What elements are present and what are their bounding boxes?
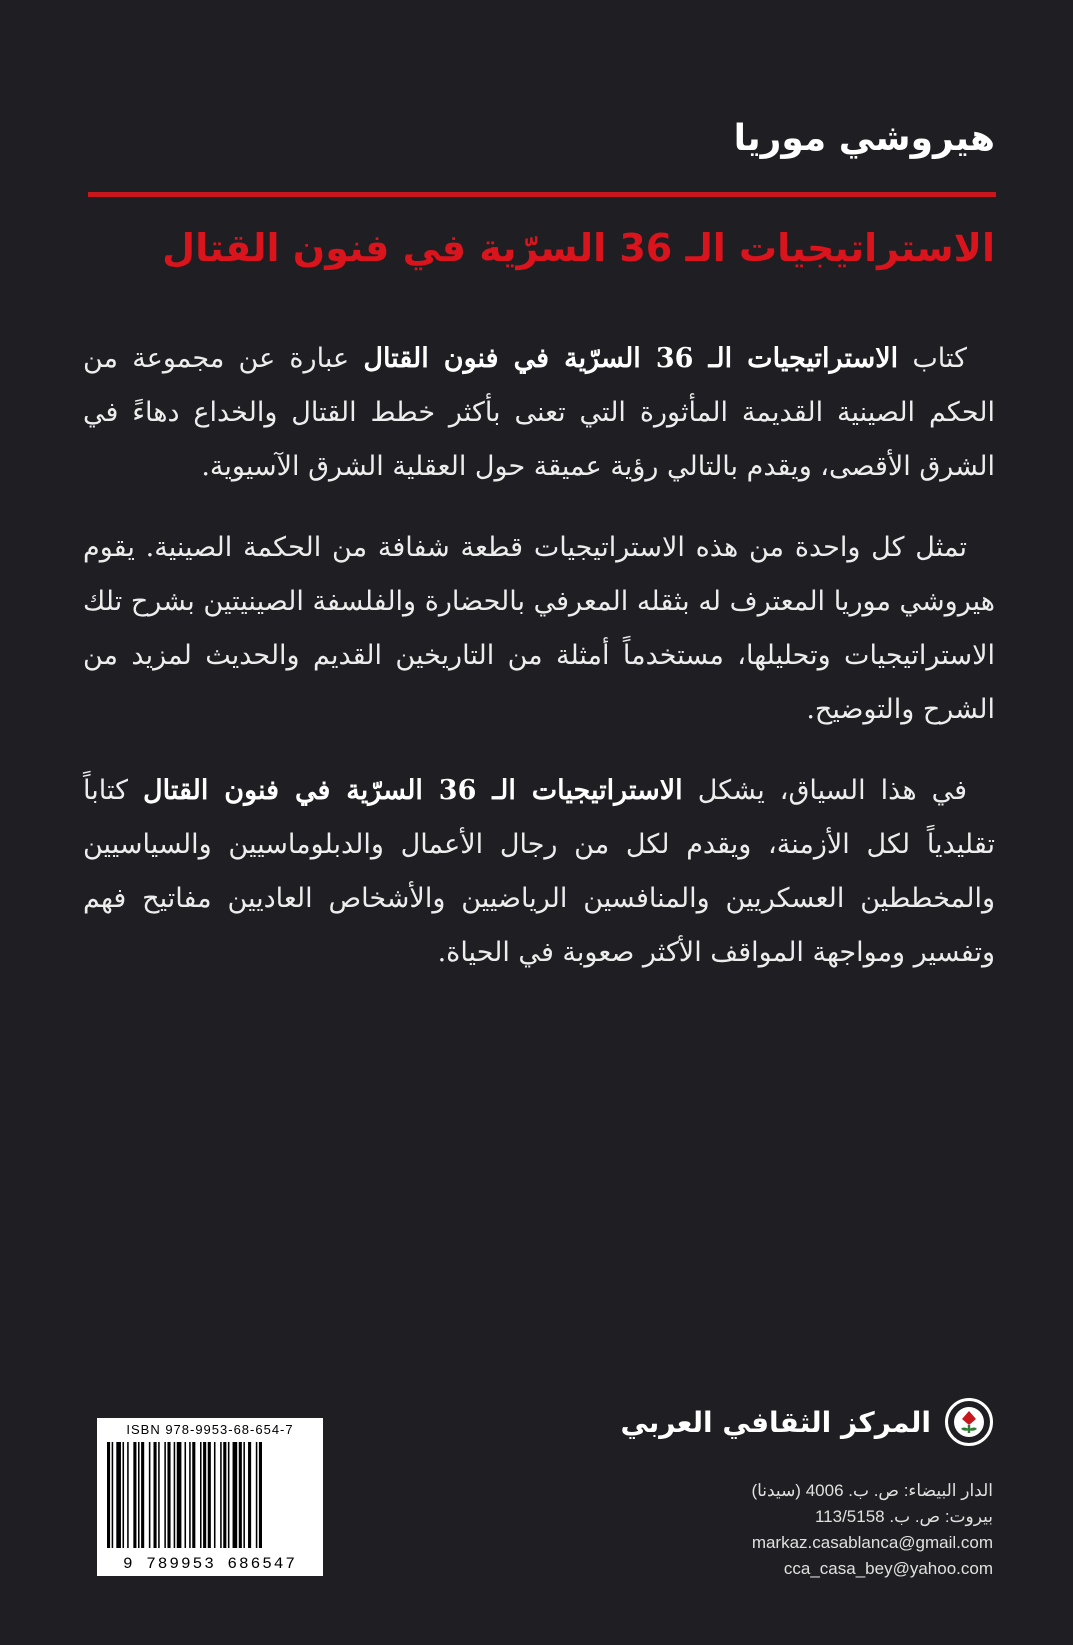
publisher-block — [620, 1398, 993, 1446]
book-title: الاستراتيجيات الـ 36 السرّية في فنون القتال — [162, 226, 995, 270]
address-casablanca: الدار البيضاء: ص. ب. 4006 (سيدنا) — [751, 1481, 993, 1500]
isbn-label: ISBN 978-9953-68-654-7 — [126, 1422, 294, 1437]
publisher-contacts — [751, 1478, 993, 1582]
blurb — [83, 332, 995, 1007]
isbn-barcode — [97, 1418, 323, 1576]
email-casablanca: markaz.casablanca@gmail.com — [751, 1533, 993, 1552]
address-beirut: بيروت: ص. ب. 113/5158 — [814, 1507, 993, 1526]
blurb-text: كتاب — [898, 343, 968, 374]
rose-in-circle-icon — [945, 1398, 993, 1446]
blurb-text: في هذا السياق، يشكل — [682, 775, 968, 806]
blurb-text: كتاباً تقليدياً لكل الأزمنة، ويقدم لكل من رجال الأعمال والدبلوماسيين والسياسيين والمخططين العسكريين والمنافسين الرياضيين والأشخاص العاديين مفاتيح فهم وتفسير ومواجهة المواقف الأكثر صعوبة في الحياة. — [83, 775, 995, 968]
publisher-name: المركز الثقافي العربي — [620, 1405, 931, 1439]
blurb-paragraph-2: تمثل كل واحدة من هذه الاستراتيجيات قطعة شفافة من الحكمة الصينية. يقوم هيروشي موريا المعترف له بثقله المعرفي بالحضارة والفلسفة الصينيتين بشرح تلك الاستراتيجيات وتحليلها، مستخدماً أمثلة من التاريخين القديم والحديث لمزيد من الشرح والتوضيح. — [83, 532, 995, 725]
blurb-paragraph-3 — [83, 764, 995, 980]
blurb-book-title-bold: الاستراتيجيات الـ 36 السرّية في فنون القتال — [363, 343, 899, 374]
blurb-book-title-bold: الاستراتيجيات الـ 36 السرّية في فنون القتال — [143, 775, 683, 806]
red-divider — [88, 192, 996, 197]
barcode-icon — [105, 1442, 315, 1548]
email-beirut: cca_casa_bey@yahoo.com — [783, 1559, 993, 1578]
isbn-digits: 9 789953 686547 — [122, 1555, 298, 1573]
author-name: هيروشي موريا — [733, 118, 995, 159]
blurb-paragraph-1 — [83, 332, 995, 494]
blurb-text: عبارة عن مجموعة من الحكم الصينية القديمة المأثورة التي تعنى بأكثر خطط القتال والخداع دهاءً في الشرق الأقصى، ويقدم بالتالي رؤية عميقة حول العقلية الشرق الآسيوية. — [83, 343, 995, 482]
